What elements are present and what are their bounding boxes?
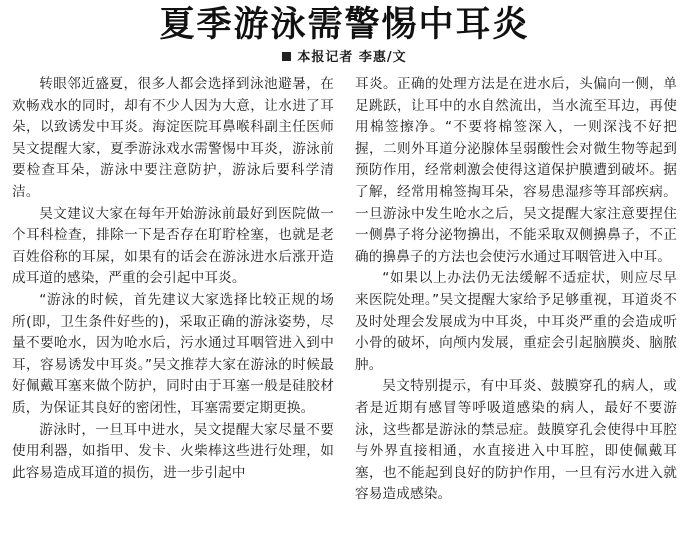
paragraph-7: 吴文特别提示，有中耳炎、鼓膜穿孔的病人，或者是近期有感冒等呼吸道感染的病人，最好不要游泳，这些都是游泳的禁忌症。鼓膜穿孔会使得中耳腔与外界直接相通，水直接进入中耳腔，即使佩戴耳塞，也不能起到良好的防护作用，一旦有污水进入就容易造成感染。 — [355, 378, 677, 503]
paragraph-1: 转眼邻近盛夏，很多人都会选择到泳池避暑，在欢畅戏水的同时，却有不少人因为大意，让水进了耳朵，以致诱发中耳炎。海淀医院耳鼻喉科副主任医师吴文提醒大家，夏季游泳戏水需警惕中耳炎，游泳前要检查耳朵，游泳中要注意防护，游泳后要科学清洁。 — [12, 76, 334, 200]
article-byline — [0, 49, 689, 67]
byline-square-icon — [282, 52, 291, 61]
paragraph-4: 游泳时，一旦耳中进水，吴文提醒大家尽量不要使用利器，如指甲、发卡、火柴棒这些进行处理，如此容易造成耳道的损伤，进一步引起中 — [12, 421, 334, 481]
paragraph-5: 耳炎。正确的处理方法是在进水后，头偏向一侧，单足跳跃，让耳中的水自然流出，当水流至耳边，再使用棉签擦净。“不要将棉签深入，一则深浅不好把握，二则外耳道分泌腺体呈弱酸性会对微生物等起到预防作用，经常刺激会使得这道保护膜遭到破坏。据了解，经常用棉签掏耳朵，容易患湿疹等耳部疾病。一旦游泳中发生呛水之后，吴文提醒大家注意要捏住一侧鼻子将分泌物擤出，不能采取双侧擤鼻子，不正确的擤鼻子的方法也会使污水通过耳咽管进入中耳。 — [355, 76, 677, 265]
byline-text: 本报记者 李惠/文 — [297, 50, 407, 65]
article-columns — [12, 74, 677, 506]
column-left — [12, 74, 334, 506]
paragraph-3: “游泳的时候，首先建议大家选择比较正规的场所(即，卫生条件好些的)，采取正确的游泳姿势，尽量不要呛水，因为呛水后，污水通过耳咽管进入到中耳，容易诱发中耳炎。”吴文推荐大家在游泳的时候最好佩戴耳塞来做个防护，同时由于耳塞一般是硅胶材质，为保证其良好的密闭性，耳塞需要定期更换。 — [12, 291, 334, 416]
column-right — [355, 74, 677, 506]
paragraph-2: 吴文建议大家在每年开始游泳前最好到医院做一个耳科检查，排除一下是否存在耵聍栓塞，也就是老百姓俗称的耳屎，如果有的话会在游泳进水后涨开造成耳道的感染，严重的会引起中耳炎。 — [12, 205, 334, 287]
paragraph-6: “如果以上办法仍无法缓解不适症状，则应尽早来医院处理。”吴文提醒大家给予足够重视，耳道炎不及时处理会发展成为中耳炎，中耳炎严重的会造成听小骨的破坏，向颅内发展，重症会引起脑膜炎、脑脓肿。 — [355, 270, 677, 373]
article-title: 夏季游泳需警惕中耳炎 — [159, 5, 530, 45]
